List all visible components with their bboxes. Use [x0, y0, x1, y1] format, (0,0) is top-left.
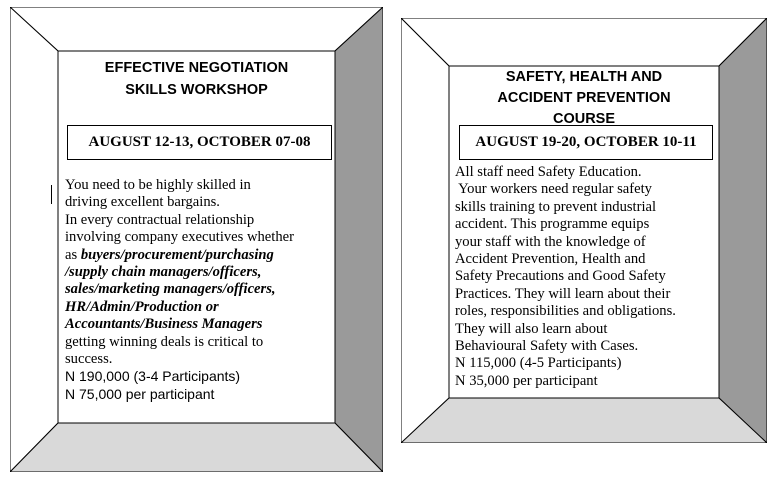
left-body-line: In every contractual relationship: [65, 211, 255, 228]
left-body-line: [65, 247, 294, 264]
right-body-line: skills training to prevent industrial: [455, 198, 657, 215]
left-body-line: driving excellent bargains.: [65, 194, 220, 211]
left-body-line: getting winning deals is critical to: [65, 333, 264, 350]
left-body-line: involving company executives whether: [65, 229, 294, 246]
left-body-line: success.: [65, 351, 113, 368]
right-price-group: N 115,000 (4-5 Participants): [455, 355, 622, 372]
right-title-line-2: ACCIDENT PREVENTION: [497, 90, 671, 106]
text-cursor: [51, 185, 52, 204]
left-body-prefix: as: [65, 246, 81, 263]
right-body-line: All staff need Safety Education.: [455, 164, 642, 180]
right-card-title: [449, 67, 719, 130]
right-date-box: AUGUST 19-20, OCTOBER 10-11: [459, 125, 713, 160]
left-card-title: [58, 57, 335, 101]
right-body-line: Accident Prevention, Health and: [455, 251, 646, 268]
left-body-roles: buyers/procurement/purchasing: [80, 246, 274, 263]
left-body-roles: /supply chain managers/officers,: [65, 264, 262, 281]
right-course-card: [401, 18, 767, 443]
right-price-individual: N 35,000 per participant: [455, 372, 598, 389]
right-card-description: [455, 164, 676, 390]
right-title-line-3: COURSE: [552, 111, 616, 127]
left-body-line: You need to be highly skilled in: [65, 177, 251, 193]
right-title-line-1: SAFETY, HEALTH AND: [505, 69, 663, 85]
right-body-line: Safety Precautions and Good Safety: [455, 268, 666, 285]
left-body-roles: Accountants/Business Managers: [65, 316, 263, 333]
right-body-line: your staff with the knowledge of: [455, 233, 646, 250]
left-body-roles: HR/Admin/Production or: [65, 298, 219, 315]
left-title-line-2: SKILLS WORKSHOP: [125, 82, 268, 98]
left-price-individual: N 75,000 per participant: [65, 385, 215, 402]
right-body-line: Your workers need regular safety: [455, 181, 652, 198]
left-course-card: [10, 7, 383, 472]
left-price-group: N 190,000 (3-4 Participants): [65, 368, 241, 385]
left-card-content: [58, 51, 335, 423]
left-title-line-1: EFFECTIVE NEGOTIATION: [104, 60, 289, 76]
right-body-line: They will also learn about: [455, 320, 608, 337]
right-body-line: Behavioural Safety with Cases.: [455, 338, 639, 355]
right-body-line: accident. This programme equips: [455, 216, 650, 233]
left-body-roles: sales/marketing managers/officers,: [65, 281, 276, 298]
right-body-line: roles, responsibilities and obligations.: [455, 303, 676, 320]
left-date-box: AUGUST 12-13, OCTOBER 07-08: [67, 125, 332, 160]
right-body-line: Practices. They will learn about their: [455, 285, 671, 302]
left-card-description: [65, 177, 294, 403]
right-card-content: [449, 66, 719, 398]
